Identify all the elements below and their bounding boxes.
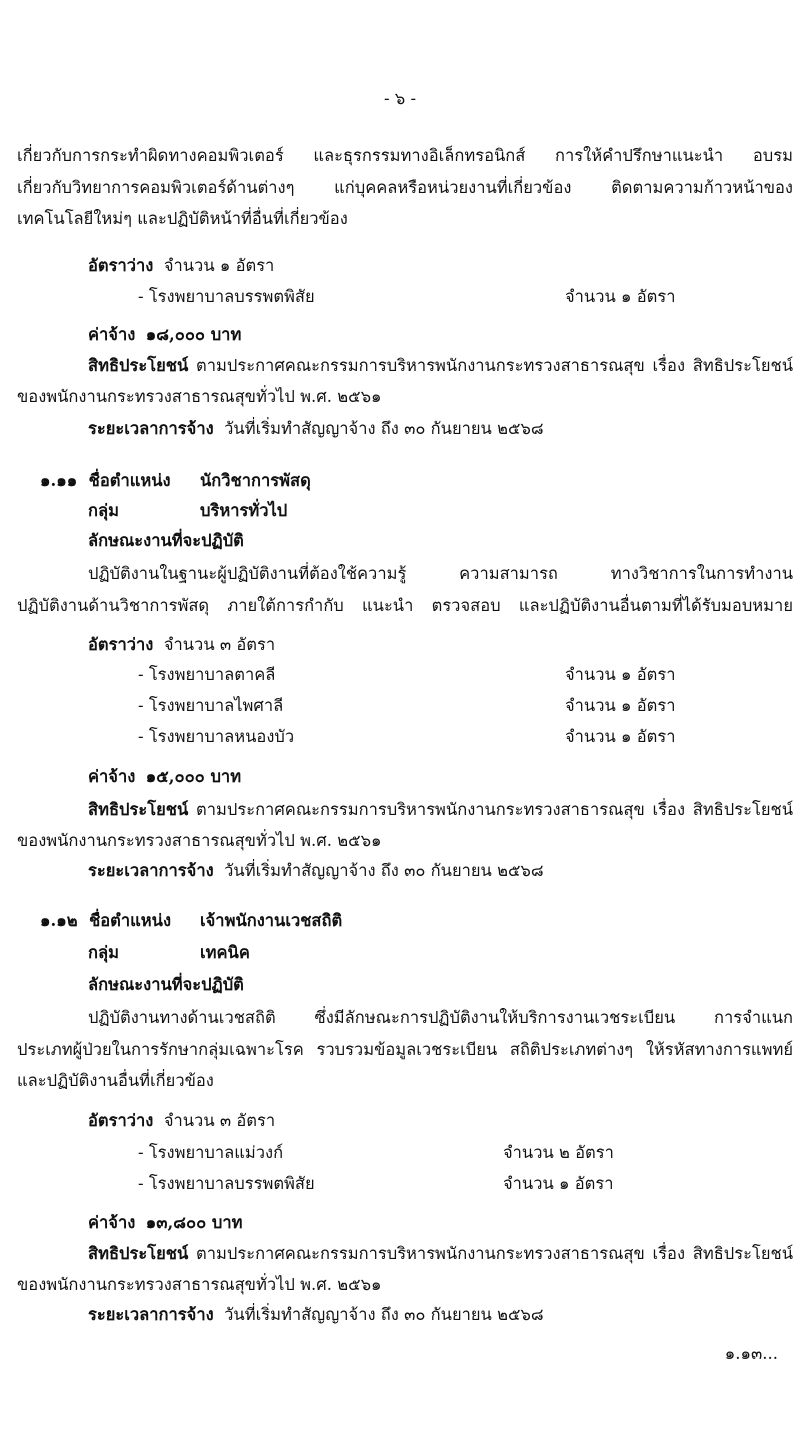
vacancy-text: จำนวน ๑ อัตรา [163,256,275,275]
position-number: ๑.๑๒ [40,911,78,930]
wage-text: ๑๓,๘๐๐ บาท [145,1213,243,1232]
hospital-name: - โรงพยาบาลไพศาลี [138,696,284,715]
position-title: เจ้าพนักงานเวชสถิติ [200,911,343,930]
group-label: กลุ่ม [88,943,119,962]
wage-text: ๑๘,๐๐๐ บาท [145,325,242,344]
hospital-count: จำนวน ๑ อัตรา [565,727,676,746]
benefit-label: สิทธิประโยชน์ [88,356,189,375]
period-text: วันที่เริ่มทำสัญญาจ้าง ถึง ๓๐ กันยายน ๒๕๖๘ [224,419,544,438]
duty-line-1: ปฏิบัติงานในฐานะผู้ปฏิบัติงานที่ต้องใช้ความรู้ ความสามารถ ทางวิชาการในการทำงาน [88,564,793,583]
vacancy-line [88,634,275,656]
intro-line-2: เกี่ยวกับวิทยาการคอมพิวเตอร์ด้านต่างๆ แก่บุคคลหรือหน่วยงานที่เกี่ยวข้อง ติดตามความก้าวหน้าของ [17,178,793,197]
wage-line [88,324,241,346]
hospital-name: - โรงพยาบาลหนองบัว [138,727,295,746]
position-heading [40,910,171,932]
hospital-count: จำนวน ๑ อัตรา [565,665,676,684]
vacancy-label: อัตราว่าง [88,635,154,654]
period-label: ระยะเวลาการจ้าง [88,419,214,438]
period-line [88,860,544,882]
benefit-line-2: ของพนักงานกระทรวงสาธารณสุขทั่วไป พ.ศ. ๒๕๖๑ [17,387,382,406]
benefit-line-1 [88,799,793,821]
period-line [88,418,544,440]
hospital-count: จำนวน ๑ อัตรา [565,287,676,306]
period-label: ระยะเวลาการจ้าง [88,1305,214,1324]
period-line [88,1304,544,1326]
period-label: ระยะเวลาการจ้าง [88,861,214,880]
duty-line-1: ปฏิบัติงานทางด้านเวชสถิติ ซึ่งมีลักษณะการปฏิบัติงานให้บริการงานเวชระเบียน การจำแนก [88,1008,793,1027]
group-label: กลุ่ม [88,501,119,520]
continuation-marker: ๑.๑๓... [724,1344,778,1363]
benefit-line-2: ของพนักงานกระทรวงสาธารณสุขทั่วไป พ.ศ. ๒๕๖๑ [17,1275,382,1294]
position-title: นักวิชาการพัสดุ [200,471,311,490]
period-text: วันที่เริ่มทำสัญญาจ้าง ถึง ๓๐ กันยายน ๒๕๖๘ [224,861,544,880]
page-number: - ๖ - [383,89,417,108]
duty-line-3: และปฏิบัติงานอื่นที่เกี่ยวข้อง [17,1071,214,1090]
wage-line [88,1212,243,1234]
benefit-text: ตามประกาศคณะกรรมการบริหารพนักงานกระทรวงสาธารณสุข เรื่อง สิทธิประโยชน์ [196,356,794,375]
vacancy-line [88,255,274,277]
benefit-label: สิทธิประโยชน์ [88,1244,189,1263]
intro-line-3: เทคโนโลยีใหม่ๆ และปฏิบัติหน้าที่อื่นที่เกี่ยวข้อง [17,209,348,228]
wage-label: ค่าจ้าง [88,767,136,786]
benefit-text: ตามประกาศคณะกรรมการบริหารพนักงานกระทรวงสาธารณสุข เรื่อง สิทธิประโยชน์ [196,1244,794,1263]
benefit-label: สิทธิประโยชน์ [88,800,189,819]
intro-line-1: เกี่ยวกับการกระทำผิดทางคอมพิวเตอร์ และธุรกรรมทางอิเล็กทรอนิกส์ การให้คำปรึกษาแนะนำ อบรม [17,146,793,165]
hospital-name: - โรงพยาบาลแม่วงก์ [138,1143,284,1162]
vacancy-text: จำนวน ๓ อัตรา [163,1111,276,1130]
vacancy-label: อัตราว่าง [88,1111,154,1130]
group-value: บริหารทั่วไป [200,501,288,520]
hospital-count: จำนวน ๑ อัตรา [503,1174,614,1193]
vacancy-text: จำนวน ๓ อัตรา [163,635,276,654]
hospital-name: - โรงพยาบาลบรรพตพิสัย [138,1174,315,1193]
wage-text: ๑๕,๐๐๐ บาท [145,767,242,786]
group-value: เทคนิค [200,943,250,962]
position-number: ๑.๑๑ [40,471,78,490]
duty-label: ลักษณะงานที่จะปฏิบัติ [88,975,244,994]
duty-line-2: ประเภทผู้ป่วยในการรักษากลุ่มเฉพาะโรค รวบรวมข้อมูลเวชระเบียน สถิติประเภทต่างๆ ให้รหัสทางการแพทย์ [17,1040,793,1059]
benefit-text: ตามประกาศคณะกรรมการบริหารพนักงานกระทรวงสาธารณสุข เรื่อง สิทธิประโยชน์ [196,800,794,819]
position-title-label: ชื่อตำแหน่ง [88,471,171,490]
period-text: วันที่เริ่มทำสัญญาจ้าง ถึง ๓๐ กันยายน ๒๕๖๘ [224,1305,544,1324]
hospital-count: จำนวน ๒ อัตรา [503,1143,614,1162]
wage-label: ค่าจ้าง [88,325,136,344]
position-heading [40,470,171,492]
duty-label: ลักษณะงานที่จะปฏิบัติ [88,531,244,550]
benefit-line-1 [88,1243,793,1265]
duty-line-2: ปฏิบัติงานด้านวิชาการพัสดุ ภายใต้การกำกับ แนะนำ ตรวจสอบ และปฏิบัติงานอื่นตามที่ได้รับมอบหมาย [17,596,793,615]
wage-label: ค่าจ้าง [88,1213,136,1232]
benefit-line-2: ของพนักงานกระทรวงสาธารณสุขทั่วไป พ.ศ. ๒๕๖๑ [17,831,382,850]
position-title-label: ชื่อตำแหน่ง [89,911,172,930]
hospital-name: - โรงพยาบาลตาคลี [138,665,276,684]
wage-line [88,766,241,788]
vacancy-line [88,1110,275,1132]
hospital-name: - โรงพยาบาลบรรพตพิสัย [138,287,315,306]
hospital-count: จำนวน ๑ อัตรา [565,696,676,715]
vacancy-label: อัตราว่าง [88,256,154,275]
benefit-line-1 [88,355,793,377]
